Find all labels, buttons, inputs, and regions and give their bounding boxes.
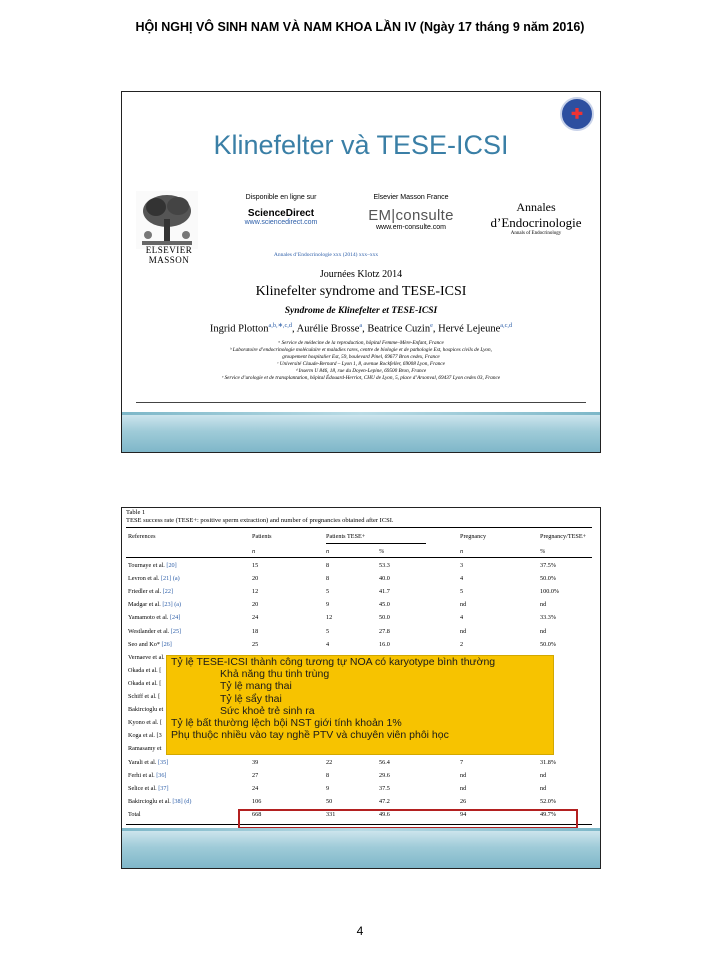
callout-subline: Tỷ lệ mang thai <box>220 680 292 693</box>
total-row-highlight <box>238 809 578 829</box>
callout-subline: Tỷ lệ sẩy thai <box>220 692 282 705</box>
table-cell: 50.0% <box>540 640 556 648</box>
table-cell: 8 <box>326 575 330 583</box>
table-cell: 4 <box>460 575 464 583</box>
table-cell: 9 <box>326 784 330 792</box>
table-cell: nd <box>460 784 467 792</box>
table-cell: 8 <box>326 771 330 779</box>
elsevier-line: ELSEVIER <box>145 245 193 255</box>
table-cell: 45.0 <box>379 601 390 609</box>
table-cell: 26 <box>460 797 467 805</box>
author-affiliation: a <box>359 322 363 329</box>
table-cell: nd <box>460 601 467 609</box>
table-cell: 9 <box>326 601 330 609</box>
table-cell: 29.6 <box>379 771 390 779</box>
sub-n: n <box>460 548 464 555</box>
affiliation-line: ᵉ Service d’urologie et de transplantation, hôpital Édouard-Herriot, CHU de Lyon, 5, place d’Arsonval, 69437 Lyon cedex 03, France <box>221 375 501 381</box>
table-cell: 94 <box>460 810 467 818</box>
table-cell: 20 <box>252 575 259 583</box>
sciencedirect-block <box>226 194 336 226</box>
table-cell: nd <box>540 784 547 792</box>
table-cell: Yarali et al. [35] <box>128 758 169 766</box>
col-header-pregnancy-rate: Pregnancy/TESE+ <box>540 533 587 540</box>
table-label: Table 1 <box>126 509 146 516</box>
affiliation-line: ᵇ Laboratoire d’endocrinologie moléculaire et maladies rares, centre de biologie et de pathologie Est, hospices civils de Lyon, <box>230 347 492 353</box>
table-cell: Yamamoto et al. [24] <box>128 614 181 622</box>
author-affiliation: e <box>430 322 433 329</box>
available-online-text: Disponible en ligne sur <box>245 194 317 201</box>
table-row <box>126 628 592 640</box>
table-cell: 668 <box>252 810 262 818</box>
table-row <box>126 601 592 613</box>
table-row <box>126 798 592 810</box>
paper-title: Klinefelter syndrome and TESE-ICSI <box>255 284 467 299</box>
affiliation-line: ᵈ Inserm U 846, 18, rue du Doyen-Lepine, 69500 Bron, France <box>295 368 427 374</box>
author-name: Hervé Lejeune <box>438 323 501 335</box>
table-cell: 50 <box>326 797 333 805</box>
callout-subline: Khả năng thu tinh trùng <box>220 668 330 681</box>
table-cell: 106 <box>252 797 262 805</box>
sub-percent: % <box>379 548 385 555</box>
table-cell: Schiff et al. [ <box>128 693 161 700</box>
table-cell: 7 <box>460 758 464 766</box>
author-name: Beatrice Cuzin <box>367 323 431 335</box>
table-cell: Seo and Ko* [26] <box>128 640 172 648</box>
table-cell: 53.3 <box>379 562 390 569</box>
sciencedirect-url: www.sciencedirect.com <box>244 219 318 226</box>
table-cell: Westlander et al. [25] <box>128 627 182 635</box>
sub-n: n <box>326 548 330 555</box>
table-row <box>126 588 592 600</box>
table-cell: 50.0% <box>540 575 556 583</box>
annales-line2: d’Endocrinologie <box>490 215 582 230</box>
slide-tese-table <box>121 507 601 869</box>
author-name: Ingrid Plotton <box>209 323 269 335</box>
table-cell: 40.0 <box>379 575 390 583</box>
annales-line3: Annals of Endocrinology <box>510 231 562 236</box>
table-cell: Total <box>128 810 141 818</box>
conference-name: Journées Klotz 2014 <box>319 269 403 280</box>
table-cell: 8 <box>326 562 330 569</box>
col-header-pregnancy: Pregnancy <box>460 533 487 540</box>
table-top-rule <box>126 527 592 528</box>
table-cell: 31.8% <box>540 758 556 766</box>
table-cell: Bakircioglu et al. [38] (d) <box>128 797 192 805</box>
emconsulte-logo: EM|consulte <box>368 207 454 224</box>
table-cell: Ferhi et al. [36] <box>128 771 167 779</box>
elsevier-masson-france-text: Elsevier Masson France <box>373 194 449 201</box>
table-cell: 22 <box>326 758 333 766</box>
table-row <box>126 562 592 574</box>
affiliation-line: ᶜ Université Claude-Bernard – Lyon 1, 8, avenue Rockfeller, 69008 Lyon, France <box>277 361 445 367</box>
medical-society-seal-icon: ✚ <box>560 97 594 131</box>
callout-line: Tỷ lệ bất thường lệch bội NST giới tính khoản 1% <box>171 717 402 730</box>
table-cell: 37.5 <box>379 784 390 792</box>
callout-line: Tỷ lệ TESE-ICSI thành công tương tự NOA có karyotype bình thường <box>171 656 496 668</box>
col-header-references: References <box>128 533 156 540</box>
table-cell: 25 <box>252 640 259 648</box>
table-cell: 331 <box>326 810 336 818</box>
table-cell: Levron et al. [21] (a) <box>128 575 180 583</box>
table-cell: 4 <box>460 614 464 622</box>
table-cell: Okada et al. [ <box>128 666 162 674</box>
table-cell: 33.3% <box>540 614 556 622</box>
table-cell: Ramasamy et <box>128 745 162 753</box>
elsevier-masson-label <box>136 245 202 265</box>
table-row <box>126 641 592 653</box>
slide-footer-band <box>122 830 600 868</box>
table-cell: 4 <box>326 640 330 648</box>
table-cell: 100.0% <box>540 588 560 596</box>
table-cell: Selice et al. [37] <box>128 784 169 792</box>
table-cell: 39 <box>252 758 259 766</box>
table-caption: TESE success rate (TESE+: positive sperm extraction) and number of pregnancies obtained after ICSI. <box>126 517 394 524</box>
table-cell: 50.0 <box>379 614 390 622</box>
paper-divider <box>136 402 586 403</box>
table-cell: 15 <box>252 562 259 569</box>
table-cell: Friedler et al. [22] <box>128 588 174 596</box>
table-cell: 2 <box>460 640 464 648</box>
table-cell: 5 <box>326 627 330 635</box>
table-cell: 41.7 <box>379 588 390 596</box>
callout-line: Phụ thuộc nhiều vào tay nghề PTV và chuyên viên phôi học <box>171 729 449 742</box>
author-name: Aurélie Brosse <box>296 323 360 335</box>
table-cell: nd <box>540 771 547 779</box>
table-cell: nd <box>460 627 467 635</box>
paper-subtitle: Syndrome de Klinefelter et TESE-ICSI <box>284 306 438 316</box>
table-row <box>126 785 592 797</box>
affiliation-line: ᵃ Service de médecine de la reproduction, hôpital Femme–Mère-Enfant, France <box>278 340 444 346</box>
paper-authors: Ingrid Plotton$^{a,b,∗,c,d}$, Aurélie Brosse$^a$, Beatrice Cuzin$^e$, Hervé Lejeune$^{a,c,d}$ <box>209 322 513 335</box>
table-cell: 12 <box>252 588 259 596</box>
table-cell: Bakircioglu et <box>128 706 164 714</box>
table-cell: 56.4 <box>379 758 390 766</box>
table-cell: Vernaeve et al. <box>128 653 165 661</box>
affiliation-line: groupement hospitalier Est, 59, boulevard Pinel, 69677 Bron cedex, France <box>282 354 440 360</box>
table-cell: 18 <box>252 627 259 635</box>
table-cell: 27 <box>252 771 259 779</box>
page-number: 4 <box>356 924 364 938</box>
sub-percent: % <box>540 548 546 555</box>
table-cell: 24 <box>252 614 259 622</box>
page-header: HỘI NGHỊ VÔ SINH NAM VÀ NAM KHOA LẦN IV (Ngày 17 tháng 9 năm 2016) <box>135 20 585 34</box>
table-cell: 27.8 <box>379 627 390 635</box>
author-affiliation: a,b,∗,c,d <box>268 322 292 329</box>
subheader-rule <box>326 543 426 544</box>
table-cell: 5 <box>326 588 330 596</box>
table-cell: Madgar et al. [23] (a) <box>128 601 182 609</box>
table-cell: Tournaye et al. [20] <box>128 562 177 569</box>
table-cell: Kyono et al. [ <box>128 719 163 727</box>
table-row <box>126 772 592 784</box>
table-row <box>126 575 592 587</box>
table-cell: nd <box>460 771 467 779</box>
summary-callout <box>166 655 554 755</box>
table-cell: 24 <box>252 784 259 792</box>
author-affiliation: a,c,d <box>500 322 513 329</box>
emconsulte-block <box>351 194 471 231</box>
table-cell: 5 <box>460 588 464 596</box>
table-cell: 49.7% <box>540 810 556 818</box>
table-cell: 52.0% <box>540 797 556 805</box>
masson-line: MASSON <box>148 255 190 265</box>
col-header-patients: Patients <box>252 533 272 540</box>
slide-title: Klinefelter và TESE-ICSI <box>213 130 509 160</box>
table-row <box>126 759 592 771</box>
callout-subline: Sức khoẻ trẻ sinh ra <box>220 704 315 717</box>
annales-line1: Annales <box>516 200 556 214</box>
table-cell: 49.6 <box>379 810 390 818</box>
table-cell: 20 <box>252 601 259 609</box>
table-cell: 37.5% <box>540 562 556 569</box>
sub-n: n <box>252 548 256 555</box>
annales-logo <box>486 200 586 236</box>
slide-klinefelter-title <box>121 91 601 453</box>
table-cell: Okada et al. [ <box>128 679 162 687</box>
table-cell: 3 <box>460 562 464 569</box>
header-bottom-rule <box>126 557 592 558</box>
sciencedirect-logo: ScienceDirect <box>247 208 315 219</box>
col-header-patients-tese: Patients TESE+ <box>326 533 366 540</box>
table-cell: 47.2 <box>379 797 390 805</box>
paper-header-image <box>136 188 586 404</box>
table-cell: 16.0 <box>379 640 390 648</box>
elsevier-tree-logo-icon <box>136 188 198 252</box>
table-cell: nd <box>540 627 547 635</box>
slide-footer-band <box>122 414 600 452</box>
table-cell: Koga et al. [3 <box>128 732 162 740</box>
table-cell: nd <box>540 601 547 609</box>
table-cell: 12 <box>326 614 333 622</box>
table-row <box>126 614 592 626</box>
emconsulte-url: www.em-consulte.com <box>375 224 447 231</box>
journal-reference: Annales d’Endocrinologie xxx (2014) xxx–xxx <box>273 252 379 258</box>
